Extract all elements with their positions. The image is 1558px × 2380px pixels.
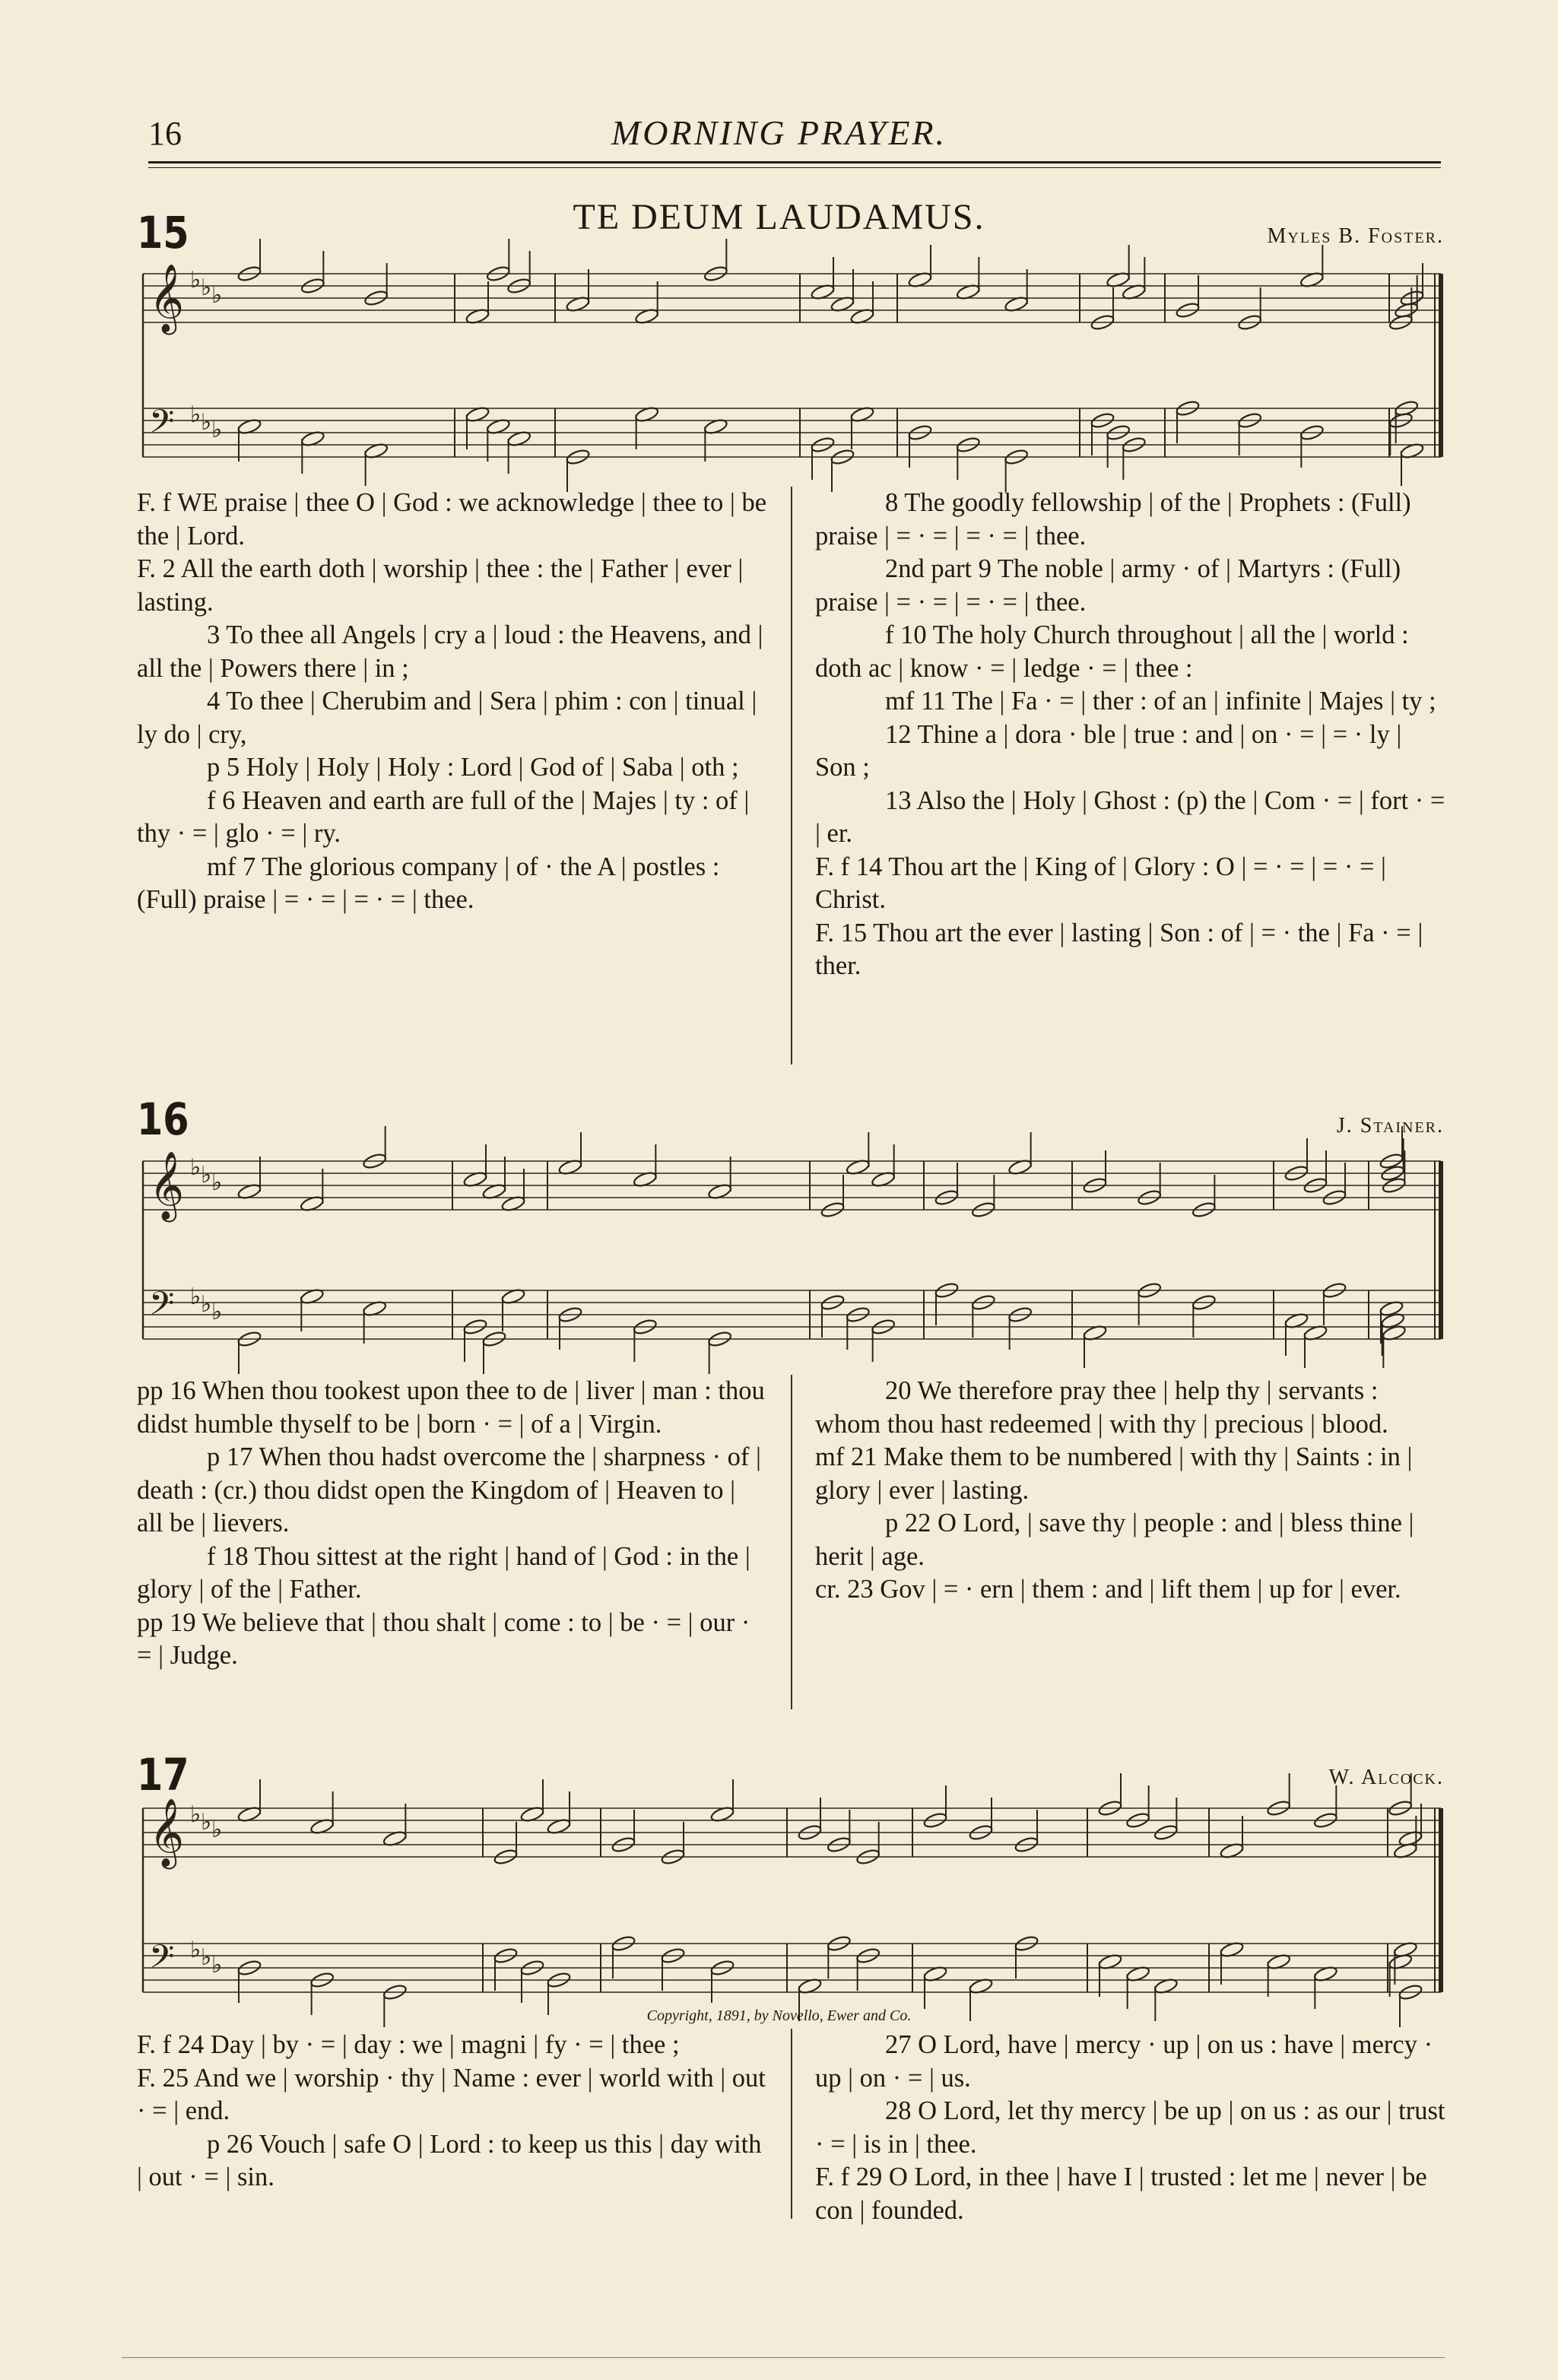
- footer-rule: [122, 2357, 1445, 2358]
- flat-sign-icon: ♭: [201, 274, 212, 301]
- verse-paragraph: f 18 Thou sittest at the right | hand of | God : in the | glory | of the | Father.: [137, 1541, 750, 1604]
- flat-sign-icon: ♭: [201, 1291, 212, 1318]
- hymn-number: 15: [137, 207, 189, 259]
- verse-paragraph: F. f 14 Thou art the | King of | Glory : O | = · = | = · = | Christ.: [815, 852, 1386, 914]
- verse-paragraph: F. 25 And we | worship · thy | Name : ever | world with | out · = | end.: [137, 2063, 766, 2125]
- verse-paragraph: p 5 Holy | Holy | Holy : Lord | God of | Saba | oth ;: [207, 753, 739, 782]
- verse-paragraph: f 6 Heaven and earth are full of the | Majes | ty : of | thy · = | glo · = | ry.: [137, 785, 750, 848]
- flat-sign-icon: ♭: [201, 1162, 212, 1188]
- text-column-right: [815, 2029, 1446, 2227]
- flat-sign-icon: ♭: [201, 409, 212, 436]
- hymn-number: 17: [137, 1749, 189, 1801]
- verse-paragraph: cr. 23 Gov | = · ern | them : and | lift them | up for | ever.: [815, 1575, 1401, 1604]
- verse-paragraph: pp 19 We believe that | thou shalt | come : to | be · = | our · = | Judge.: [137, 1607, 750, 1670]
- flat-sign-icon: ♭: [211, 1299, 223, 1325]
- text-column-left: [137, 2029, 768, 2194]
- flat-sign-icon: ♭: [190, 1154, 201, 1181]
- verse-paragraph: F. 15 Thou art the ever | lasting | Son : of | = · the | Fa · = | ther.: [815, 918, 1423, 980]
- flat-sign-icon: ♭: [201, 1944, 212, 1971]
- flat-sign-icon: ♭: [190, 1284, 201, 1310]
- verse-paragraph: 28 O Lord, let thy mercy | be up | on us : as our | trust · = | is in | thee.: [815, 2096, 1445, 2159]
- flat-sign-icon: ♭: [211, 282, 223, 309]
- composer-name: W. Alcock.: [1328, 1766, 1444, 1789]
- flat-sign-icon: ♭: [201, 1809, 212, 1836]
- bass-clef-icon: 𝄢: [149, 403, 175, 449]
- text-column-left: [137, 1375, 768, 1673]
- page-number: 16: [148, 115, 182, 152]
- verse-paragraph: p 22 O Lord, | save thy | people : and | bless thine | herit | age.: [815, 1509, 1414, 1571]
- column-divider: [791, 487, 792, 1065]
- treble-clef-icon: 𝄞: [149, 1798, 185, 1867]
- hymn-number: 16: [137, 1093, 189, 1145]
- verse-paragraph: mf 21 Make them to be numbered | with thy | Saints : in | glory | ever | lasting.: [815, 1442, 1413, 1505]
- verse-paragraph: 4 To thee | Cherubim and | Sera | phim : con | tinual | ly do | cry,: [137, 687, 757, 749]
- verse-paragraph: F. f WE praise | thee O | God : we acknowledge | thee to | be the | Lord.: [137, 488, 767, 551]
- flat-sign-icon: ♭: [190, 267, 201, 294]
- verse-paragraph: 3 To thee all Angels | cry a | loud : the Heavens, and | all the | Powers there | in ;: [137, 620, 763, 683]
- verse-paragraph: 12 Thine a | dora · ble | true : and | on · = | = · ly | Son ;: [815, 719, 1402, 782]
- text-column-left: [137, 487, 768, 917]
- flat-sign-icon: ♭: [190, 1937, 201, 1963]
- verse-paragraph: pp 16 When thou tookest upon thee to de | liver | man : thou didst humble thyself to be | born · = | of a | Virgin.: [137, 1376, 765, 1439]
- column-divider: [791, 2029, 792, 2219]
- copyright-line: Copyright, 1891, by Novello, Ewer and Co.: [646, 2007, 912, 2024]
- bass-clef-icon: 𝄢: [149, 1938, 175, 1984]
- flat-sign-icon: ♭: [211, 1952, 223, 1979]
- verse-paragraph: 20 We therefore pray thee | help thy | servants : whom thou hast redeemed | with thy | precious | blood.: [815, 1376, 1388, 1439]
- verse-paragraph: F. f 24 Day | by · = | day : we | magni | fy · = | thee ;: [137, 2030, 680, 2059]
- text-column-right: [815, 487, 1446, 983]
- verse-paragraph: 13 Also the | Holy | Ghost : (p) the | Com · = | fort · = | er.: [815, 785, 1445, 848]
- verse-paragraph: p 26 Vouch | safe O | Lord : to keep us this | day with | out · = | sin.: [137, 2129, 762, 2191]
- verse-paragraph: f 10 The holy Church throughout | all the | world : doth ac | know · = | ledge · = | thee :: [815, 620, 1409, 683]
- treble-clef-icon: 𝄞: [149, 1151, 185, 1220]
- text-column-right: [815, 1375, 1446, 1607]
- bass-clef-icon: 𝄢: [149, 1285, 175, 1331]
- flat-sign-icon: ♭: [211, 1817, 223, 1843]
- treble-clef-icon: 𝄞: [149, 264, 185, 332]
- composer-name: J. Stainer.: [1336, 1114, 1444, 1138]
- flat-sign-icon: ♭: [190, 1801, 201, 1828]
- verse-paragraph: 2nd part 9 The noble | army · of | Martyrs : (Full) praise | = · = | = · = | thee.: [815, 554, 1401, 617]
- flat-sign-icon: ♭: [211, 1169, 223, 1196]
- hymn-title: TE DEUM LAUDAMUS.: [573, 197, 985, 237]
- running-head: MORNING PRAYER.: [611, 113, 947, 152]
- verse-paragraph: mf 11 The | Fa · = | ther : of an | infinite | Majes | ty ;: [885, 687, 1436, 716]
- verse-paragraph: 27 O Lord, have | mercy · up | on us : have | mercy · up | on · = | us.: [815, 2030, 1433, 2093]
- flat-sign-icon: ♭: [211, 417, 223, 443]
- verse-paragraph: F. 2 All the earth doth | worship | thee : the | Father | ever | lasting.: [137, 554, 744, 617]
- column-divider: [791, 1375, 792, 1709]
- composer-name: Myles B. Foster.: [1267, 224, 1444, 248]
- verse-paragraph: mf 7 The glorious company | of · the A | postles : (Full) praise | = · = | = · = | thee.: [137, 852, 720, 914]
- verse-paragraph: 8 The goodly fellowship | of the | Prophets : (Full) praise | = · = | = · = | thee.: [815, 488, 1411, 551]
- verse-paragraph: F. f 29 O Lord, in thee | have I | trusted : let me | never | be con | founded.: [815, 2163, 1427, 2225]
- flat-sign-icon: ♭: [190, 401, 201, 428]
- verse-paragraph: p 17 When thou hadst overcome the | sharpness · of | death : (cr.) thou didst open the Kingdom of | Heaven to | all be | lievers.: [137, 1442, 761, 1537]
